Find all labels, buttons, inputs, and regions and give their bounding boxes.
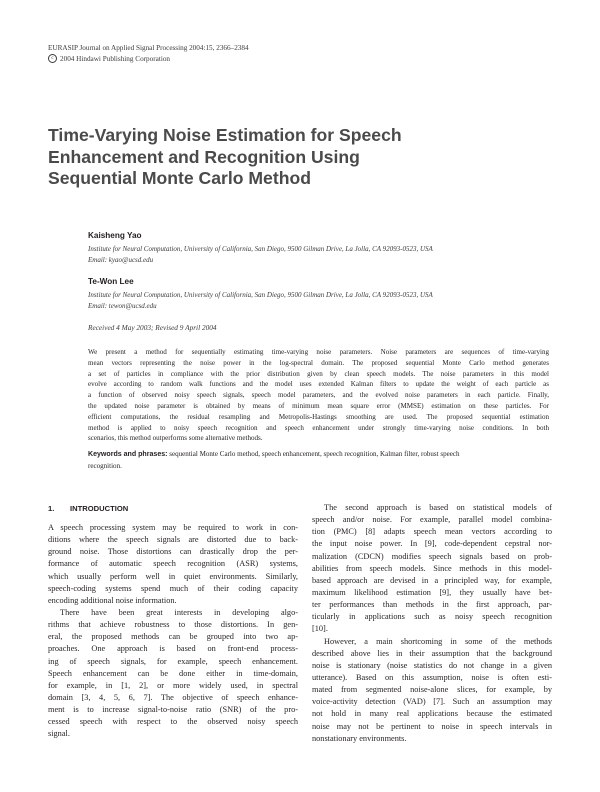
copyright-line [48,54,249,65]
copyright-icon: c [48,54,57,63]
author-affiliation: Institute for Neural Computation, University of California, San Diego, 9500 Gilman Drive, La Jolla, CA 92093-0523, USA [88,245,433,253]
abstract-line: We present a method for sequentially estimating time-varying noise parameters. Noise parameters are sequences of time-varying [88,348,549,356]
body-line: maximum likelihood estimation [9], they usually have bet- [312,587,552,597]
abstract [88,347,549,444]
body-line: The second approach is based on statistical models of [324,503,552,512]
abstract-line: a function of observed noisy speech signals, speech model parameters, and the evolved noise parameters in each particle. Finally, [88,391,549,400]
body-line: speech-coding systems spend much of their coding capacity [48,583,298,593]
keywords-text: sequential Monte Carlo method, speech enhancement, speech recognition, Kalman filter, robust speech [169,450,460,458]
body-line: rithms that achieve robustness to those distortions. In gen- [48,620,298,630]
author-email[interactable]: Email: kyao@ucsd.edu [88,256,154,264]
section-heading [48,504,128,513]
author-email[interactable]: Email: tewon@ucsd.edu [88,302,157,310]
body-line: domain [3, 4, 5, 6, 7]. The objective of speech enhance- [48,692,298,702]
body-line: cessed speech with respect to the observed noisy speech [48,717,298,727]
journal-header [48,43,249,64]
body-line: A speech processing system may be required to work in con- [48,523,298,532]
body-line: [10]. [312,624,328,634]
body-line: the input noise power. In [9], code-dependent cepstral nor- [312,539,552,549]
body-line: noise is stationary (noise statistics do not change in a given [312,660,552,670]
title-line: Time-Varying Noise Estimation for Speech [48,125,402,145]
author-name: Kaisheng Yao [88,231,142,240]
abstract-line: scenarios, this method outperforms some alternative methods. [88,434,263,443]
abstract-line: mean vectors representing the noise power in the log-spectral domain. The proposed sequential Monte Carlo method generates [88,358,549,367]
body-line: utterance). Based on this assumption, noise is often esti- [312,672,552,682]
body-line: encoding additional noise information. [48,595,177,605]
right-column [312,502,552,745]
body-line: There have been great interests in developing algo- [60,607,298,617]
keywords-label: Keywords and phrases: [88,451,168,458]
section-title: INTRODUCTION [70,504,129,513]
body-line: ment is to increase signal-to-noise ratio (SNR) of the pro- [48,705,298,715]
abstract-line: efficient computations, the residual resampling and Metropolis-Hastings smoothing are used. The proposed sequential estimation [88,412,549,421]
left-column [48,522,298,741]
body-line: nonstationary environments. [312,733,407,743]
title-line: Enhancement and Recognition Using [48,146,360,167]
body-line: described above lies in their assumption that the background [312,648,552,658]
abstract-line: evolve according to random walk functions and the model uses extended Kalman filters to update the weight of each particle as [88,380,549,389]
paper-title [48,125,468,190]
body-line: malization (CDCN) modifies speech signals based on prob- [312,551,552,561]
received-dates: Received 4 May 2003; Revised 9 April 2004 [88,323,217,332]
section-number: 1. [48,504,55,513]
body-line: Speech enhancement can be done either in time-domain, [48,668,298,678]
keywords-text: recognition. [88,461,122,470]
body-line: voice-activity detection (VAD) [7]. Such an assumption may [312,697,552,707]
keywords [88,449,549,472]
body-line: signal. [48,729,70,739]
body-line: formance of automatic speech recognition (ASR) systems, [48,559,298,569]
body-line: proaches. One approach is based on front-end process- [48,644,298,654]
abstract-line: method is applied to noisy speech recognition and speech enhancement under strongly time-varying noise conditions. In both [88,423,549,432]
body-line: noise may not be pertinent to noise in speech intervals in [312,721,552,731]
body-line: for example, in [1, 2], or more widely used, in spectral [48,680,298,690]
body-line: not hold in many real applications because the estimated [312,709,552,719]
body-line: based approach are devised in a principled way, for example, [312,575,552,585]
body-line: abilities from speech models. Since methods in this model- [312,563,552,573]
author-affiliation: Institute for Neural Computation, University of California, San Diego, 9500 Gilman Drive, La Jolla, CA 92093-0523, USA [88,291,433,299]
abstract-line: a set of particles in compliance with the prior distribution given by clean speech models. The noise parameters in this model [88,369,549,378]
author-name: Te-Won Lee [88,277,134,286]
body-line: which usually perform well in quiet environments. Similarly, [48,571,298,581]
body-line: ticularly in applications such as noisy speech recognition [312,612,552,622]
body-line: mated from segmented noise-alone slices, for example, by [312,685,552,695]
abstract-line: the updated noise parameter is obtained by means of minimum mean square error (MMSE) estimation on these particles. For [88,401,549,410]
body-line: ditions where the speech signals are distorted due to back- [48,535,298,545]
body-line: However, a main shortcoming in some of the methods [324,636,552,646]
body-line: eral, the proposed methods can be grouped into two ap- [48,632,298,642]
body-line: ing of speech signals, for example, speech enhancement. [48,656,298,666]
body-line: speech and/or noise. For example, parallel model combina- [312,515,552,525]
title-line: Sequential Monte Carlo Method [48,168,311,188]
body-line: tion (PMC) [8] adapts speech mean vectors according to [312,527,552,537]
body-line: ground noise. Those distortions can drastically drop the per- [48,547,298,557]
body-line: ter performances than methods in the first approach, par- [312,600,552,610]
copyright-text: 2004 Hindawi Publishing Corporation [60,54,171,63]
journal-citation: EURASIP Journal on Applied Signal Processing 2004:15, 2366–2384 [48,44,249,52]
